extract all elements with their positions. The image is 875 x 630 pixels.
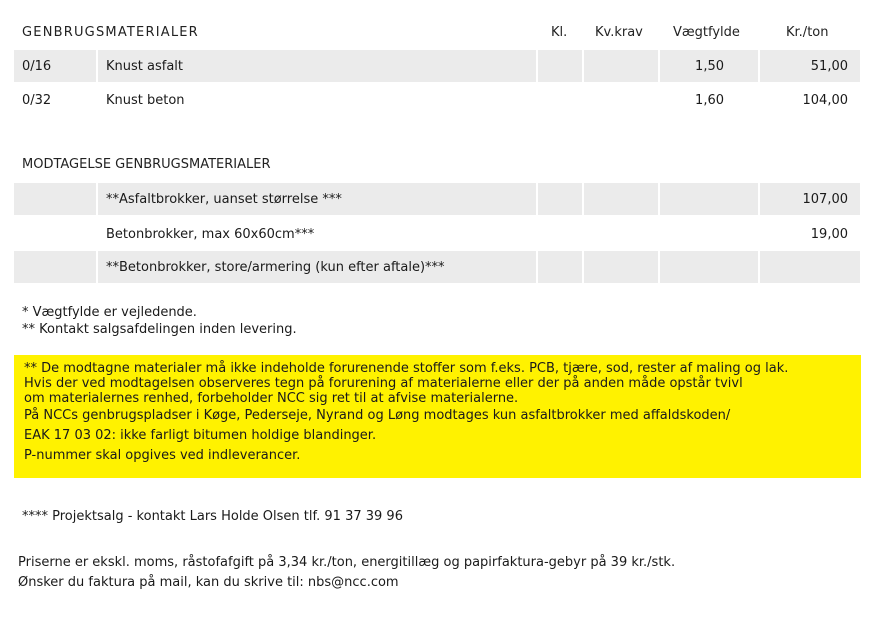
row-kvkrav bbox=[584, 251, 658, 283]
row-price: 51,00 bbox=[760, 50, 860, 82]
row-code: 0/32 bbox=[22, 92, 52, 108]
section-title-genbrugsmaterialer: GENBRUGSMATERIALER bbox=[22, 25, 199, 40]
notes bbox=[22, 304, 297, 338]
footer bbox=[18, 553, 675, 593]
row-price: 107,00 bbox=[760, 183, 860, 215]
warning-line: om materialernes renhed, forbeholder NCC sig ret til at afvise materialerne. bbox=[24, 391, 519, 406]
warning-line: P-nummer skal opgives ved indleverancer. bbox=[24, 448, 301, 463]
row-kvkrav bbox=[584, 183, 658, 215]
table-row bbox=[14, 251, 860, 283]
footer-invoice-email: Ønsker du faktura på mail, kan du skrive til: nbs@ncc.com bbox=[18, 575, 399, 590]
note-vaegtfylde: * Vægtfylde er vejledende. bbox=[22, 305, 197, 320]
note-kontakt: ** Kontakt salgsafdelingen inden levering. bbox=[22, 322, 297, 337]
table-row bbox=[14, 218, 860, 250]
row-code bbox=[14, 251, 96, 283]
column-header-kl: Kl. bbox=[551, 25, 568, 40]
row-price bbox=[760, 251, 860, 283]
projektsalg-note: **** Projektsalg - kontakt Lars Holde Olsen tlf. 91 37 39 96 bbox=[22, 509, 403, 524]
table-row bbox=[14, 50, 860, 82]
row-kl bbox=[538, 251, 582, 283]
row-name: Betonbrokker, max 60x60cm*** bbox=[106, 226, 315, 242]
column-header-vaegtfylde: Vægtfylde bbox=[673, 25, 740, 40]
row-name: **Asfaltbrokker, uanset størrelse *** bbox=[98, 183, 536, 215]
section-title-modtagelse: MODTAGELSE GENBRUGSMATERIALER bbox=[22, 157, 271, 172]
table-row bbox=[14, 183, 860, 215]
row-kl bbox=[538, 50, 582, 82]
footer-prices-note: Priserne er ekskl. moms, råstofafgift på 3,34 kr./ton, energitillæg og papirfaktura-gebyr på 39 kr./stk. bbox=[18, 555, 676, 570]
row-vaegtfylde bbox=[660, 251, 758, 283]
warning-line: EAK 17 03 02: ikke farligt bitumen holdige blandinger. bbox=[24, 428, 377, 443]
row-price: 104,00 bbox=[802, 92, 848, 108]
table-row bbox=[14, 84, 860, 116]
row-code: 0/16 bbox=[14, 50, 96, 82]
warning-line: ** De modtagne materialer må ikke indeholde forurenende stoffer som f.eks. PCB, tjære, sod, rester af maling og lak. bbox=[24, 361, 789, 376]
warning-line: På NCCs genbrugspladser i Køge, Pederseje, Nyrand og Løng modtages kun asfaltbrokker med affaldskoden/ bbox=[24, 408, 731, 423]
row-code bbox=[14, 183, 96, 215]
row-price: 19,00 bbox=[810, 226, 848, 242]
row-kvkrav bbox=[584, 50, 658, 82]
warning-line: Hvis der ved modtagelsen observeres tegn på forurening af materialerne eller der på anden måde opstår tvivl bbox=[24, 376, 743, 391]
row-vaegtfylde: 1,50 bbox=[660, 50, 758, 82]
row-vaegtfylde bbox=[660, 183, 758, 215]
row-vaegtfylde: 1,60 bbox=[695, 92, 724, 108]
row-kl bbox=[538, 183, 582, 215]
row-name: Knust beton bbox=[106, 92, 185, 108]
row-name: Knust asfalt bbox=[98, 50, 536, 82]
column-header-price: Kr./ton bbox=[786, 25, 829, 40]
column-header-kvkrav: Kv.krav bbox=[595, 25, 643, 40]
warning-box bbox=[14, 355, 861, 478]
row-name: **Betonbrokker, store/armering (kun efter aftale)*** bbox=[98, 251, 536, 283]
